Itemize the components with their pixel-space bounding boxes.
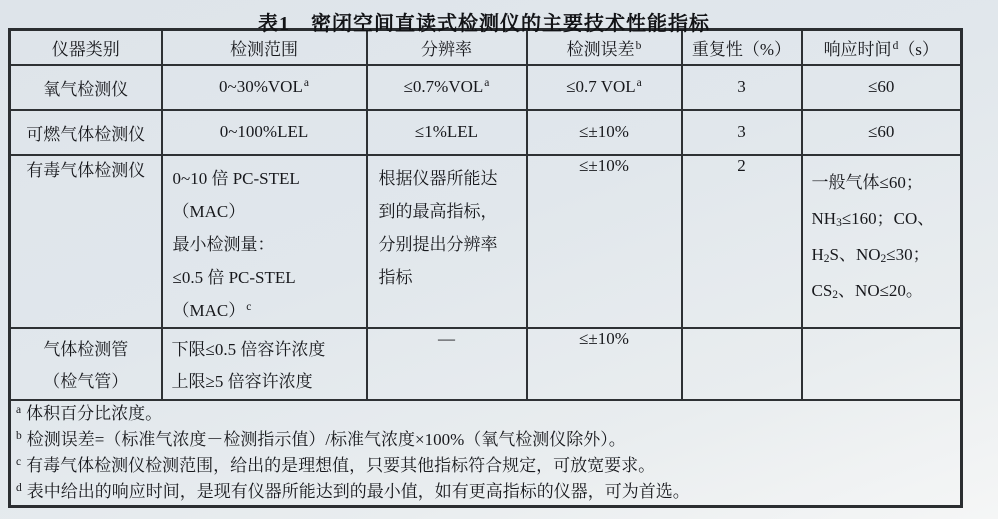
cell-oxygen-error: ≤0.7 VOL$^a$: [527, 65, 682, 110]
cell-tube-category: [10, 328, 162, 400]
response-line: $H_2S$、$NO_2\le 30$；: [811, 244, 930, 265]
spec-table: [8, 28, 963, 508]
range-line: 0~10 倍 PC-STEL: [172, 168, 300, 188]
range-line: 上限≥5 倍容许浓度: [171, 371, 313, 391]
document-page: [8, 0, 960, 508]
cell-oxygen-resolution: $\le 0.7\%VOL^a$: [367, 65, 527, 110]
response-line: $NH_3\le 160$；CO、: [811, 208, 935, 229]
footnotes-cell: [10, 400, 962, 507]
response-line: 一般气体≤60；: [811, 172, 923, 192]
range-line: （MAC）$^c$: [172, 300, 252, 320]
footnote-marker: b: [16, 429, 22, 442]
row-oxygen-detector: [10, 65, 962, 110]
cell-combustible-repeatability: 3: [682, 110, 802, 155]
cell-toxic-range: [162, 155, 367, 328]
cell-toxic-resolution: 根据仪器所能达到的最高指标，分别提出分辨率指标: [367, 155, 527, 328]
cell-oxygen-category: 氧气检测仪: [10, 65, 162, 110]
cell-tube-response: [802, 328, 962, 400]
cell-tube-resolution: —: [367, 328, 527, 400]
footnote-marker: c: [16, 455, 22, 468]
row-combustible-gas-detector: [10, 110, 962, 155]
col-header-error: 检测误差$^b$: [527, 30, 682, 65]
category-line: 气体检测管: [43, 339, 129, 359]
col-header-resolution: 分辨率: [367, 30, 527, 65]
col-header-range: 检测范围: [162, 30, 367, 65]
footnote-d: [15, 479, 956, 505]
range-line: 最小检测量：: [172, 234, 275, 254]
range-line: 下限≤0.5 倍容许浓度: [171, 339, 326, 359]
cell-toxic-error: ≤±10%: [527, 155, 682, 328]
row-toxic-gas-detector: [10, 155, 962, 328]
table-title: 表1 密闭空间直读式检测仪的主要技术性能指标: [258, 13, 710, 35]
cell-toxic-category: 有毒气体检测仪: [10, 155, 162, 328]
cell-combustible-category: 可燃气体检测仪: [10, 110, 162, 155]
footnote-text: 检测误差=（标准气浓度－检测指示值）/标准气浓度×100%（氧气检测仪除外）。: [26, 429, 626, 449]
col-header-category: 仪器类别: [10, 30, 162, 65]
footnote-text: 体积百分比浓度。: [26, 403, 163, 423]
cell-oxygen-repeatability: 3: [682, 65, 802, 110]
cell-combustible-range: 0~100%LEL: [162, 110, 367, 155]
cell-tube-range: [162, 328, 367, 400]
cell-combustible-resolution: ≤1%LEL: [367, 110, 527, 155]
cell-tube-repeatability: [682, 328, 802, 400]
range-line: （MAC）: [172, 201, 246, 221]
response-line: $CS_2$、NO≤20。: [811, 280, 923, 301]
cell-oxygen-response: ≤60: [802, 65, 962, 110]
category-line: （检气管）: [43, 371, 129, 391]
cell-toxic-response: [802, 155, 962, 328]
cell-combustible-response: ≤60: [802, 110, 962, 155]
footnote-c: [15, 453, 956, 479]
footnote-marker: d: [16, 481, 22, 494]
footnote-a: [15, 401, 956, 427]
footnotes-row: [10, 400, 962, 507]
cell-oxygen-range: 0~30%VOL$^a$: [162, 65, 367, 110]
cell-toxic-repeatability: 2: [682, 155, 802, 328]
cell-combustible-error: ≤±10%: [527, 110, 682, 155]
footnote-b: [15, 427, 956, 453]
range-line: ≤0.5 倍 PC-STEL: [172, 267, 296, 287]
row-gas-detector-tube: [10, 328, 962, 400]
footnote-marker: a: [16, 403, 22, 416]
footnote-text: 表中给出的响应时间，是现有仪器所能达到的最小值，如有更高指标的仪器，可为首选。: [26, 481, 690, 501]
cell-tube-error: ≤±10%: [527, 328, 682, 400]
col-header-response-time: 响应时间$^d$（s）: [802, 30, 962, 65]
footnote-text: 有毒气体检测仪检测范围，给出的是理想值，只要其他指标符合规定，可放宽要求。: [26, 455, 656, 475]
col-header-repeatability: 重复性（%）: [682, 30, 802, 65]
